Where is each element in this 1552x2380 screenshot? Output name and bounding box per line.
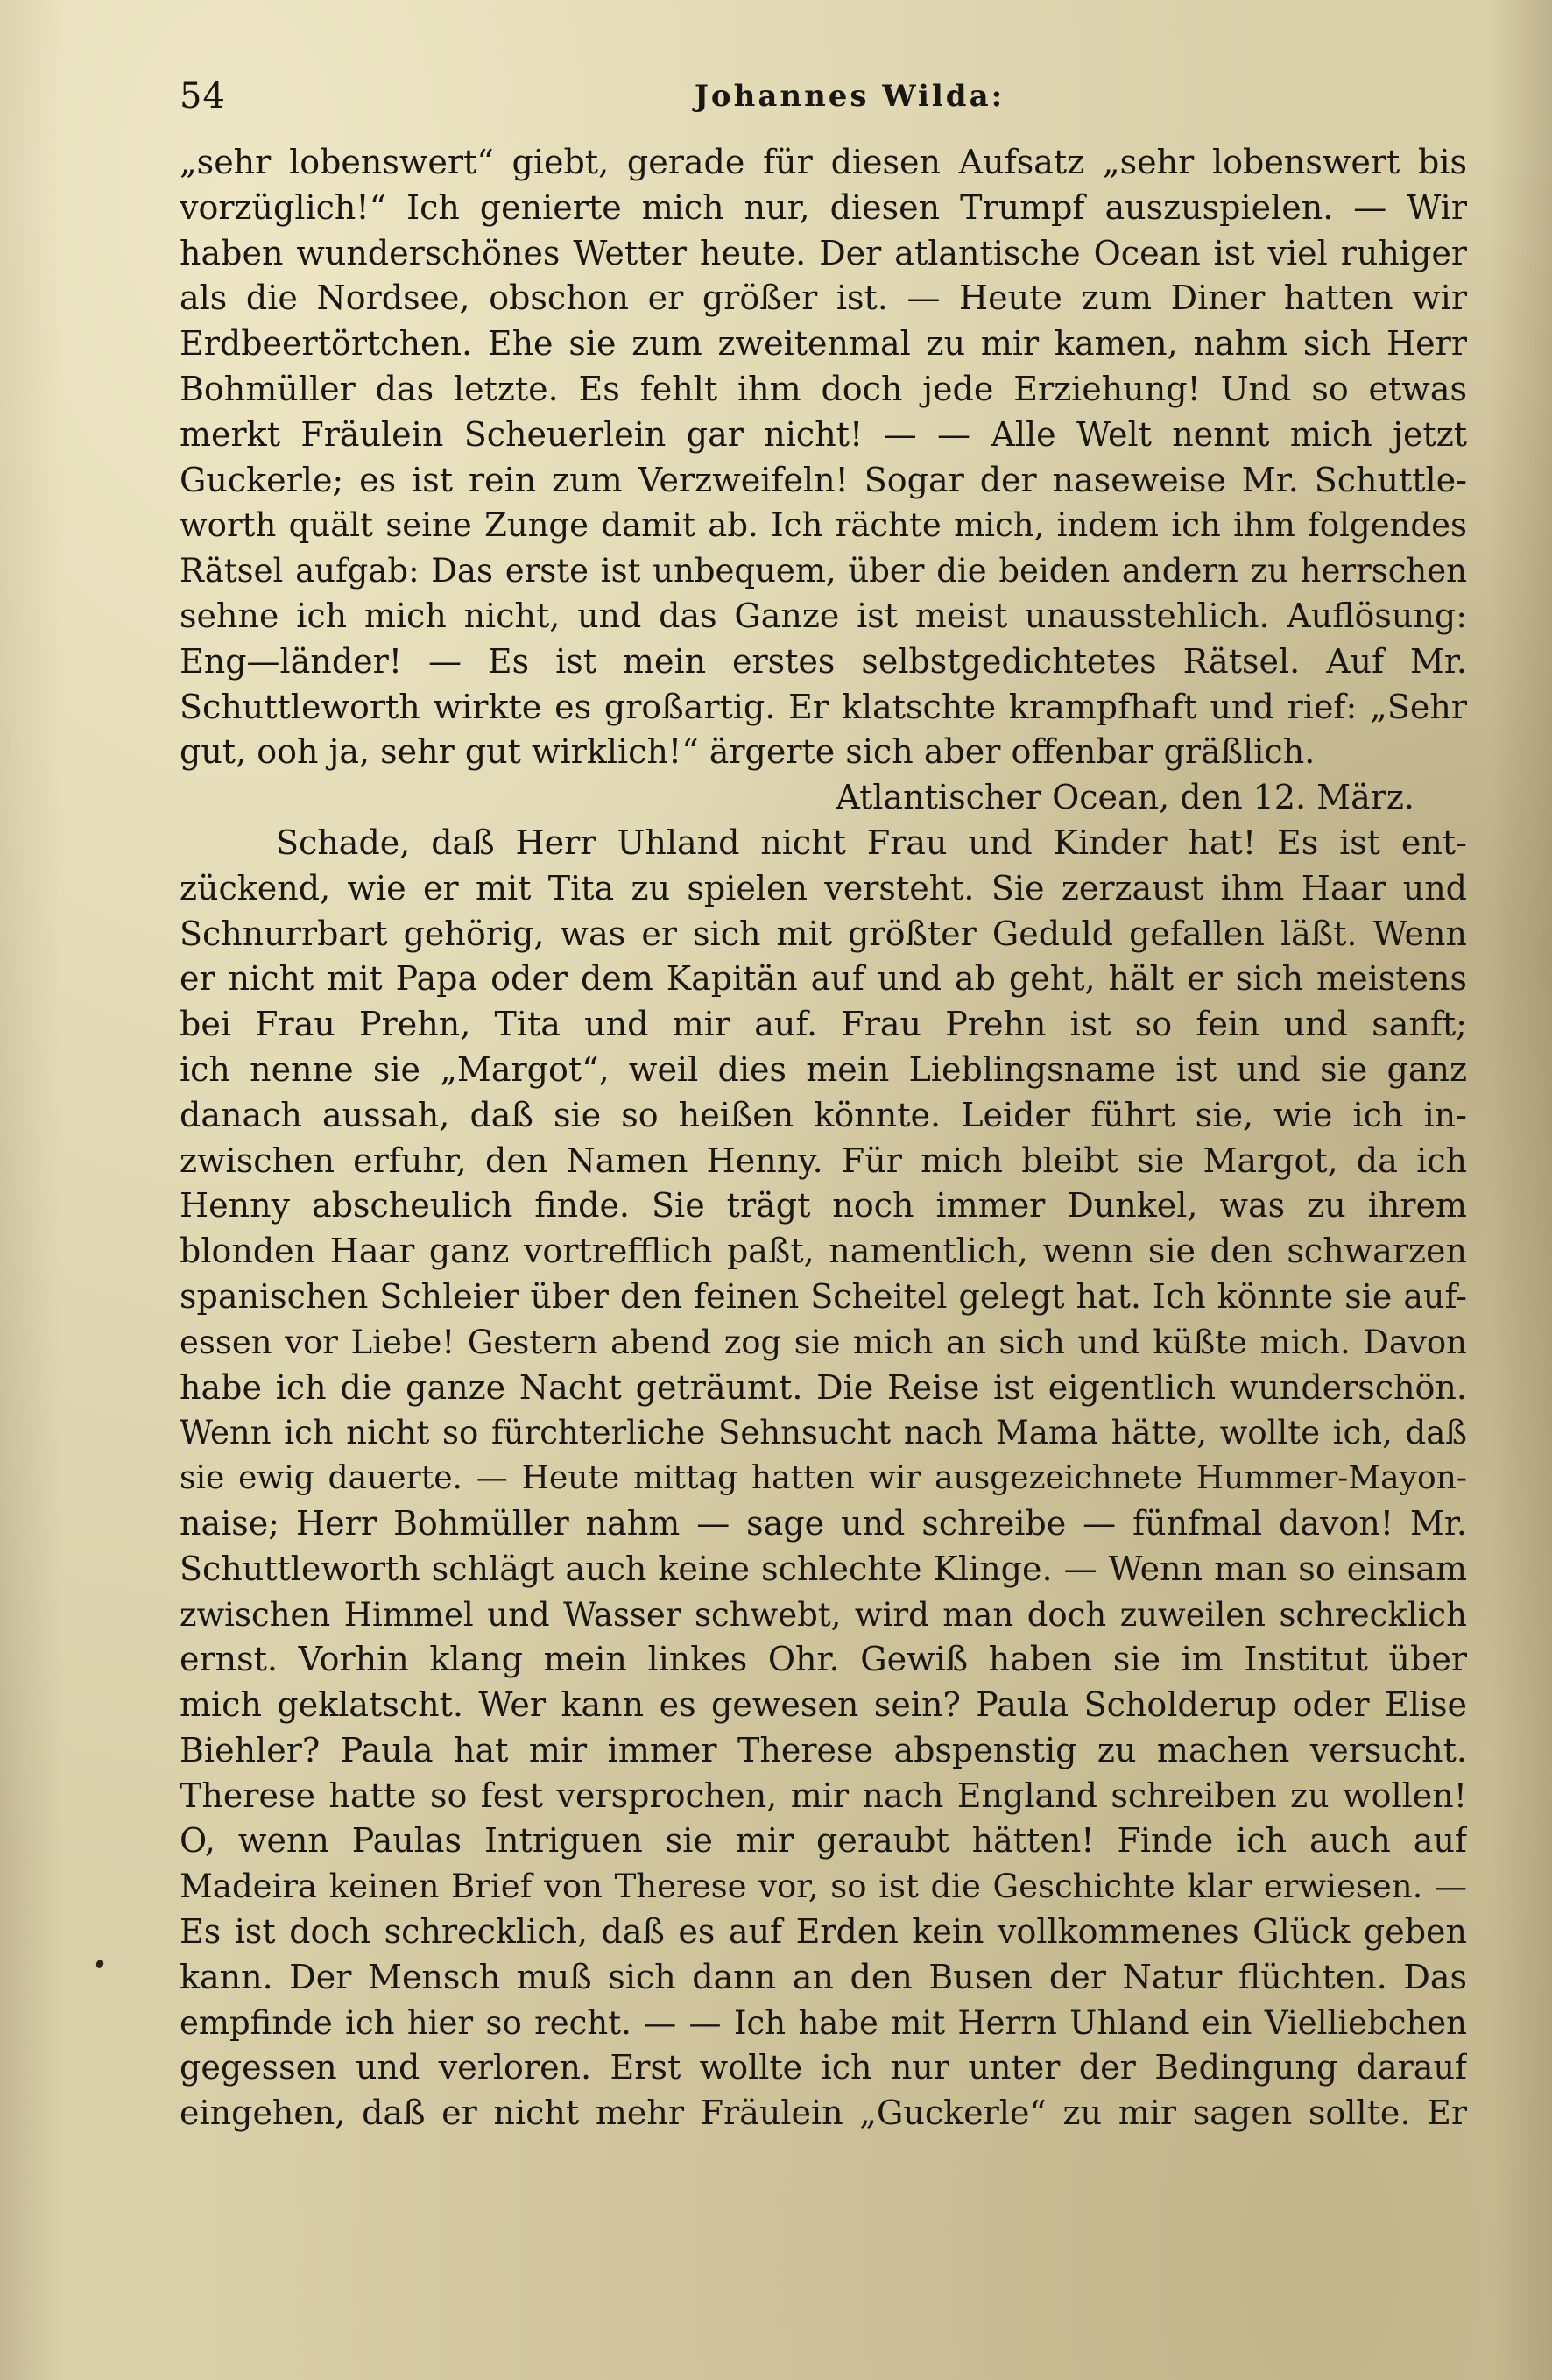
text-line: Schuttleworth schlägt auch keine schlechte Klinge. — Wenn man so einsam (180, 1549, 1467, 1588)
text-line: vorzüglich!“ Ich genierte mich nur, diesen Trumpf auszuspielen. — Wir (180, 187, 1467, 227)
text-line: habe ich die ganze Nacht geträumt. Die Reise ist eigentlich wunderschön. (180, 1367, 1467, 1407)
ink-spot (95, 1959, 104, 1969)
page-header (180, 70, 1467, 123)
text-line: haben wunderschönes Wetter heute. Der atlantische Ocean ist viel ruhiger (180, 233, 1467, 272)
text-line: Schuttleworth wirkte es großartig. Er klatschte krampfhaft und rief: „Sehr (180, 687, 1467, 726)
text-line: danach aussah, daß sie so heißen könnte. Leider führt sie, wie ich in- (180, 1095, 1467, 1134)
body-text (180, 140, 1467, 2136)
text-line: zückend, wie er mit Tita zu spielen versteht. Sie zerzaust ihm Haar und (180, 868, 1467, 908)
text-line: spanischen Schleier über den feinen Scheitel gelegt hat. Ich könnte sie auf- (180, 1276, 1467, 1316)
text-line: gegessen und verloren. Erst wollte ich nur unter der Bedingung darauf (180, 2048, 1467, 2087)
text-line: sie ewig dauerte. — Heute mittag hatten wir ausgezeichnete Hummer-Mayon- (180, 1460, 1467, 1497)
paragraph-start: Schade, daß Herr Uhland nicht Frau und Kinder hat! Es ist ent- (276, 823, 1467, 862)
text-line: Erdbeertörtchen. Ehe sie zum zweitenmal zu mir kamen, nahm sich Herr (180, 324, 1467, 364)
text-line: Henny abscheulich finde. Sie trägt noch immer Dunkel, was zu ihrem (180, 1186, 1467, 1225)
text-line: Biehler? Paula hat mir immer Therese abspenstig zu machen versucht. (180, 1730, 1467, 1769)
text-line: „sehr lobenswert“ giebt, gerade für diesen Aufsatz „sehr lobenswert bis (180, 143, 1467, 181)
text-line: ich nenne sie „Margot“, weil dies mein Lieblingsname ist und sie ganz (180, 1049, 1467, 1089)
text-line: blonden Haar ganz vortrefflich paßt, namentlich, wenn sie den schwarzen (180, 1232, 1467, 1271)
text-line: Therese hatte so fest versprochen, mir nach England schreiben zu wollen! (180, 1776, 1467, 1815)
text-line: essen vor Liebe! Gestern abend zog sie mich an sich und küßte mich. Davon (180, 1323, 1467, 1361)
text-line: mich geklatscht. Wer kann es gewesen sein? Paula Scholderup oder Elise (180, 1685, 1467, 1725)
running-head: Johannes Wilda: (694, 79, 1005, 114)
text-line: Wenn ich nicht so fürchterliche Sehnsucht nach Mama hätte, wollte ich, daß (180, 1414, 1467, 1452)
text-line: kann. Der Mensch muß sich dann an den Busen der Natur flüchten. Das (180, 1957, 1467, 1996)
text-line: zwischen erfuhr, den Namen Henny. Für mich bleibt sie Margot, da ich (180, 1141, 1467, 1180)
dateline: Atlantischer Ocean, den 12. März. (836, 778, 1414, 817)
text-line: Guckerle; es ist rein zum Verzweifeln! Sogar der naseweise Mr. Schuttle- (180, 460, 1467, 499)
text-line: er nicht mit Papa oder dem Kapitän auf und ab geht, hält er sich meistens (180, 959, 1467, 999)
text-line: Es ist doch schrecklich, daß es auf Erden kein vollkommenes Glück geben (180, 1912, 1467, 1952)
text-line: worth quält seine Zunge damit ab. Ich rächte mich, indem ich ihm folgendes (180, 506, 1467, 545)
text-line: zwischen Himmel und Wasser schwebt, wird man doch zuweilen schrecklich (180, 1595, 1467, 1634)
text-line: naise; Herr Bohmüller nahm — sage und schreibe — fünfmal davon! Mr. (180, 1503, 1467, 1543)
text-line: Rätsel aufgab: Das erste ist unbequem, über die beiden andern zu herrschen (180, 552, 1467, 590)
text-line: empfinde ich hier so recht. — — Ich habe mit Herrn Uhland ein Vielliebchen (180, 2003, 1467, 2042)
text-line: Schnurrbart gehörig, was er sich mit größter Geduld gefallen läßt. Wenn (180, 914, 1467, 953)
page-number: 54 (180, 76, 226, 117)
text-line: gut, ooh ja, sehr gut wirklich!“ ärgerte sich aber offenbar gräßlich. (180, 732, 1316, 772)
text-line: merkt Fräulein Scheuerlein gar nicht! — — Alle Welt nennt mich jetzt (180, 414, 1467, 454)
text-line: Madeira keinen Brief von Therese vor, so ist die Geschichte klar erwiesen. — (180, 1868, 1467, 1906)
text-line: als die Nordsee, obschon er größer ist. — Heute zum Diner hatten wir (180, 279, 1467, 318)
text-line: bei Frau Prehn, Tita und mir auf. Frau Prehn ist so fein und sanft; (180, 1005, 1467, 1044)
text-line: ernst. Vorhin klang mein linkes Ohr. Gewiß haben sie im Institut über (180, 1640, 1467, 1679)
text-line: Bohmüller das letzte. Es fehlt ihm doch jede Erziehung! Und so etwas (180, 369, 1467, 408)
text-line: sehne ich mich nicht, und das Ganze ist meist unausstehlich. Auflösung: (180, 596, 1467, 635)
text-line: O, wenn Paulas Intriguen sie mir geraubt hätten! Finde ich auch auf (180, 1821, 1467, 1861)
text-line: Eng—länder! — Es ist mein erstes selbstgedichtetes Rätsel. Auf Mr. (180, 641, 1467, 681)
text-line: eingehen, daß er nicht mehr Fräulein „Guckerle“ zu mir sagen sollte. Er (180, 2094, 1467, 2133)
